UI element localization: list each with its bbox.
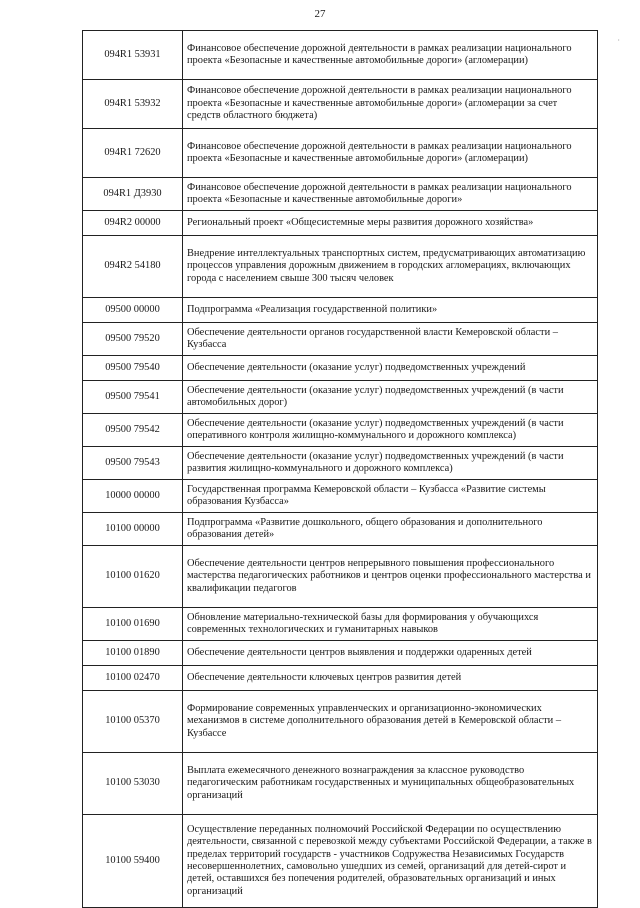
row-description: Осуществление переданных полномочий Российской Федерации по осуществлению деятельности, связанной с перевозкой между субъектами Российской Федерации, а также в пределах территорий государств - участников Содружества Независимых Государств несовершеннолетних, самовольно ушедших из семей, организаций для детей-сирот и детей, оставшихся без попечения родителей, образовательных организаций и иных организаций	[183, 815, 598, 908]
row-code: 09500 00000	[83, 298, 183, 323]
table-row	[83, 356, 598, 381]
row-code: 09500 79542	[83, 414, 183, 447]
row-description: Обновление материально-технической базы для формирования у обучающихся современных технологических и гуманитарных навыков	[183, 608, 598, 641]
budget-codes-table	[82, 30, 598, 908]
row-code: 094R2 54180	[83, 236, 183, 298]
row-description: Обеспечение деятельности центров непрерывного повышения профессионального мастерства педагогических работников и центров оценки профессионального мастерства и квалификации педагогов	[183, 546, 598, 608]
row-code: 094R1 53931	[83, 31, 183, 80]
row-code: 094R1 72620	[83, 129, 183, 178]
row-code: 09500 79541	[83, 381, 183, 414]
row-description: Региональный проект «Общесистемные меры развития дорожного хозяйства»	[183, 211, 598, 236]
row-code: 094R2 00000	[83, 211, 183, 236]
row-code: 09500 79520	[83, 323, 183, 356]
row-code: 10000 00000	[83, 480, 183, 513]
row-description: Государственная программа Кемеровской области – Кузбасса «Развитие системы образования Кузбасса»	[183, 480, 598, 513]
table-row	[83, 31, 598, 80]
table-row	[83, 236, 598, 298]
table-row	[83, 691, 598, 753]
table-row	[83, 608, 598, 641]
table-row	[83, 381, 598, 414]
row-description: Финансовое обеспечение дорожной деятельности в рамках реализации национального проекта «Безопасные и качественные автомобильные дороги» (агломерации за счет средств областного бюджета)	[183, 80, 598, 129]
table-row	[83, 211, 598, 236]
row-code: 094R1 53932	[83, 80, 183, 129]
row-description: Обеспечение деятельности (оказание услуг) подведомственных учреждений (в части автомобильных дорог)	[183, 381, 598, 414]
table-row	[83, 641, 598, 666]
row-description: Выплата ежемесячного денежного вознаграждения за классное руководство педагогическим работникам государственных и муниципальных общеобразовательных организаций	[183, 753, 598, 815]
row-description: Обеспечение деятельности (оказание услуг) подведомственных учреждений	[183, 356, 598, 381]
row-description: Обеспечение деятельности центров выявления и поддержки одаренных детей	[183, 641, 598, 666]
table-row	[83, 80, 598, 129]
row-description: Финансовое обеспечение дорожной деятельности в рамках реализации национального проекта «Безопасные и качественные автомобильные дороги» (агломерации)	[183, 129, 598, 178]
table-row	[83, 753, 598, 815]
table-row	[83, 513, 598, 546]
page-number: 27	[314, 8, 326, 20]
row-code: 10100 02470	[83, 666, 183, 691]
row-code: 10100 01690	[83, 608, 183, 641]
table-row	[83, 447, 598, 480]
table-row	[83, 129, 598, 178]
row-code: 10100 53030	[83, 753, 183, 815]
table-row	[83, 815, 598, 908]
table-row	[83, 298, 598, 323]
scan-mark: ·	[617, 36, 620, 45]
row-code: 10100 05370	[83, 691, 183, 753]
row-description: Обеспечение деятельности органов государственной власти Кемеровской области – Кузбасса	[183, 323, 598, 356]
table-row	[83, 480, 598, 513]
row-code: 10100 01890	[83, 641, 183, 666]
table-row	[83, 546, 598, 608]
row-description: Обеспечение деятельности ключевых центров развития детей	[183, 666, 598, 691]
row-description: Обеспечение деятельности (оказание услуг) подведомственных учреждений (в части оперативного контроля жилищно-коммунального и дорожного комплекса)	[183, 414, 598, 447]
row-description: Финансовое обеспечение дорожной деятельности в рамках реализации национального проекта «Безопасные и качественные автомобильные дороги»	[183, 178, 598, 211]
row-description: Подпрограмма «Развитие дошкольного, общего образования и дополнительного образования детей»	[183, 513, 598, 546]
table-row	[83, 414, 598, 447]
row-code: 10100 59400	[83, 815, 183, 908]
row-description: Внедрение интеллектуальных транспортных систем, предусматривающих автоматизацию процессов управления дорожным движением в городских агломерациях, включающих города с населением свыше 300 тысяч человек	[183, 236, 598, 298]
row-code: 09500 79543	[83, 447, 183, 480]
row-code: 094R1 Д3930	[83, 178, 183, 211]
row-description: Подпрограмма «Реализация государственной политики»	[183, 298, 598, 323]
row-description: Финансовое обеспечение дорожной деятельности в рамках реализации национального проекта «Безопасные и качественные автомобильные дороги» (агломерации)	[183, 31, 598, 80]
row-code: 09500 79540	[83, 356, 183, 381]
row-code: 10100 01620	[83, 546, 183, 608]
table-row	[83, 178, 598, 211]
row-description: Формирование современных управленческих и организационно-экономических механизмов в системе дополнительного образования детей в Кемеровской области – Кузбассе	[183, 691, 598, 753]
table-row	[83, 323, 598, 356]
row-description: Обеспечение деятельности (оказание услуг) подведомственных учреждений (в части развития жилищно-коммунального и дорожного комплекса)	[183, 447, 598, 480]
table-row	[83, 666, 598, 691]
row-code: 10100 00000	[83, 513, 183, 546]
